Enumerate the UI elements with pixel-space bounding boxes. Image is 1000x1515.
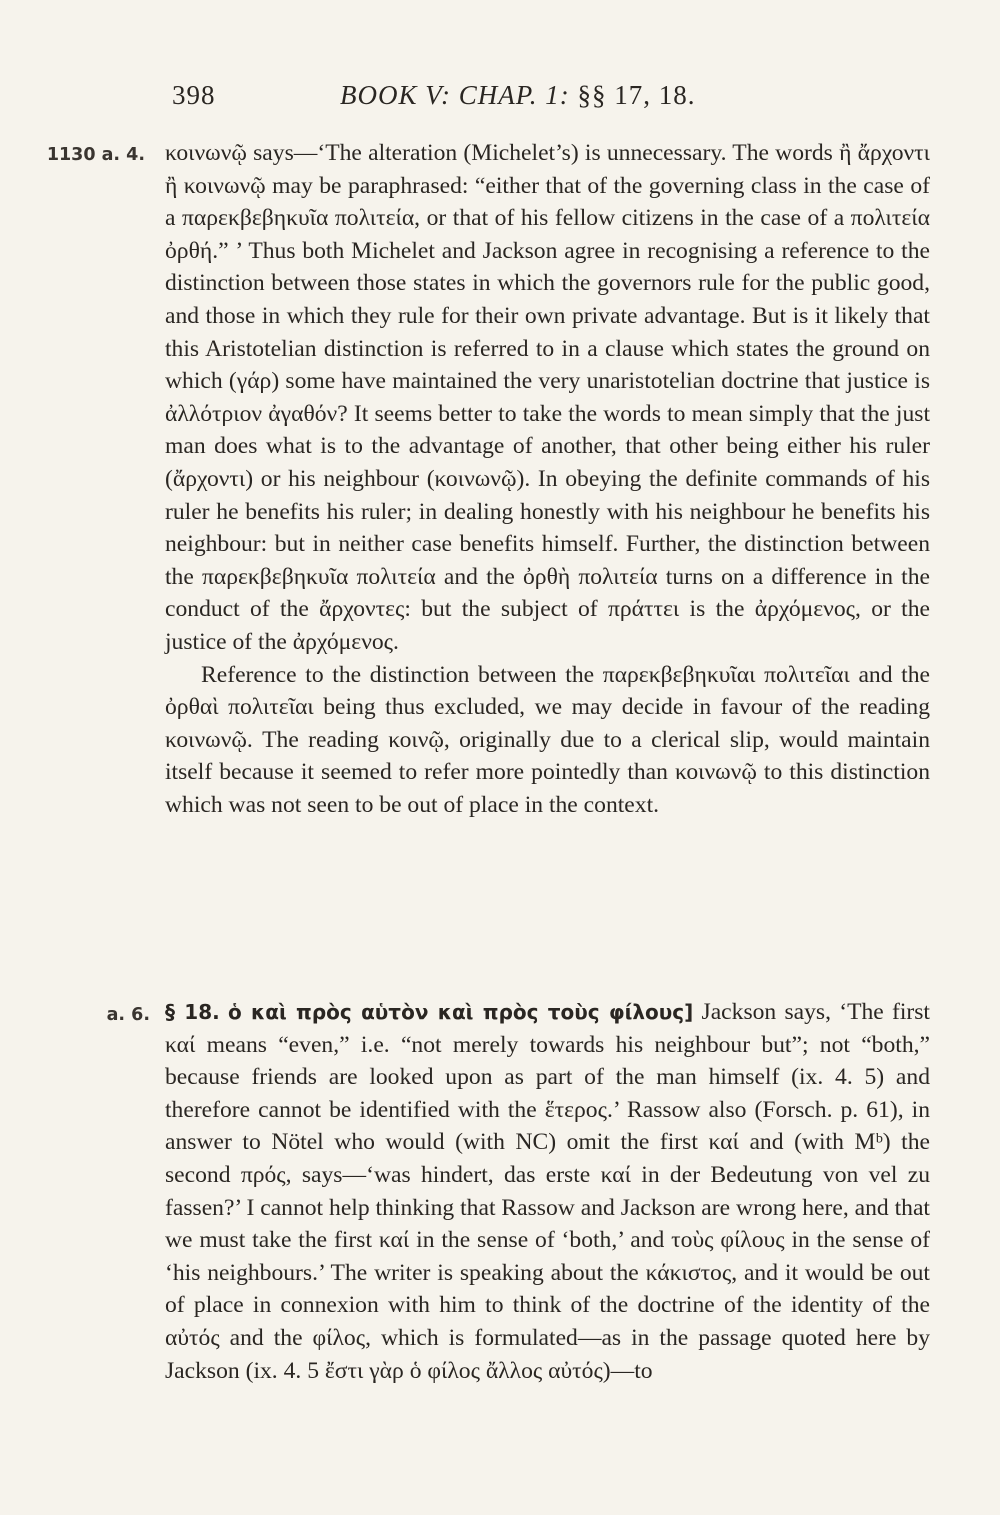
lemma-greek: ὁ καὶ πρὸς αὑτὸν καὶ πρὸς τοὺς φίλους]	[227, 1000, 694, 1024]
note-paragraph	[165, 996, 930, 1387]
running-head-book: BOOK V: CHAP. 1:	[340, 80, 570, 110]
commentary-note	[165, 996, 930, 1387]
marginal-reference: 1130 a. 4.	[46, 145, 145, 165]
note-paragraph: κοινωνῷ says—‘The alteration (Michelet’s) is unnecessary. The words ἢ ἄρχοντι ἢ κοινωνῷ may be paraphrased: “either that of the governing class in the case of a παρεκβεβηκυῖα πολιτεία, or that of his fellow citizens in the case of a πολιτεία ὀρθή.” ’ Thus both Michelet and Jackson agree in recognising a reference to the distinction between those states in which the governors rule for the public good, and those in which they rule for their own private advantage. But is it likely that this Aristotelian distinction is referred to in a clause which states the ground on which (γάρ) some have maintained the very unaristotelian doctrine that justice is ἀλλότριον ἀγαθόν? It seems better to take the words to mean simply that the just man does what is to the advantage of another, that other being either his ruler (ἄρχοντι) or his neighbour (κοινωνῷ). In obeying the definite commands of his ruler he benefits his ruler; in dealing honestly with his neighbour he benefits his neighbour: but in neither case benefits himself. Further, the distinction between the παρεκβεβηκυῖα πολιτεία and the ὀρθὴ πολιτεία turns on a difference in the conduct of the ἄρχοντες: but the subject of πράττει is the ἀρχόμενος, or the justice of the ἀρχόμενος.	[165, 140, 930, 655]
lemma-section: § 18.	[165, 1000, 220, 1024]
marginal-reference: a. 6.	[106, 1005, 150, 1025]
running-head	[340, 80, 695, 111]
running-head-sections: §§ 17, 18.	[577, 80, 696, 110]
page-number: 398	[172, 80, 216, 110]
note-paragraph: Reference to the distinction between the παρεκβεβηκυῖαι πολιτεῖαι and the ὀρθαὶ πολιτεῖαι being thus excluded, we may decide in favour of the reading κοινωνῷ. The reading κοινῷ, originally due to a clerical slip, would maintain itself because it seemed to refer more pointedly than κοινωνῷ to this distinction which was not seen to be out of place in the context.	[165, 661, 930, 818]
commentary-note	[165, 137, 930, 821]
note-text: Jackson says, ‘The first καί means “even,” i.e. “not merely towards his neighbour but”; not “both,” because friends are looked upon as part of the man himself (ix. 4. 5) and therefore cannot be identified with the ἕτερος.’ Rassow also (Forsch. p. 61), in answer to Nötel who would (with NC) omit the first καί and (with Mᵇ) the second πρός, says—‘was hindert, das erste καί in der Bedeutung von vel zu fassen?’ I cannot help thinking that Rassow and Jackson are wrong here, and that we must take the first καί in the sense of ‘both,’ and τοὺς φίλους in the sense of ‘his neighbours.’ The writer is speaking about the κάκιστος, and it would be out of place in connexion with him to think of the doctrine of the identity of the αὐτός and the φίλος, which is formulated—as in the passage quoted here by Jackson (ix. 4. 5 ἔστι γὰρ ὁ φίλος ἄλλος αὐτός)—to	[165, 999, 930, 1384]
